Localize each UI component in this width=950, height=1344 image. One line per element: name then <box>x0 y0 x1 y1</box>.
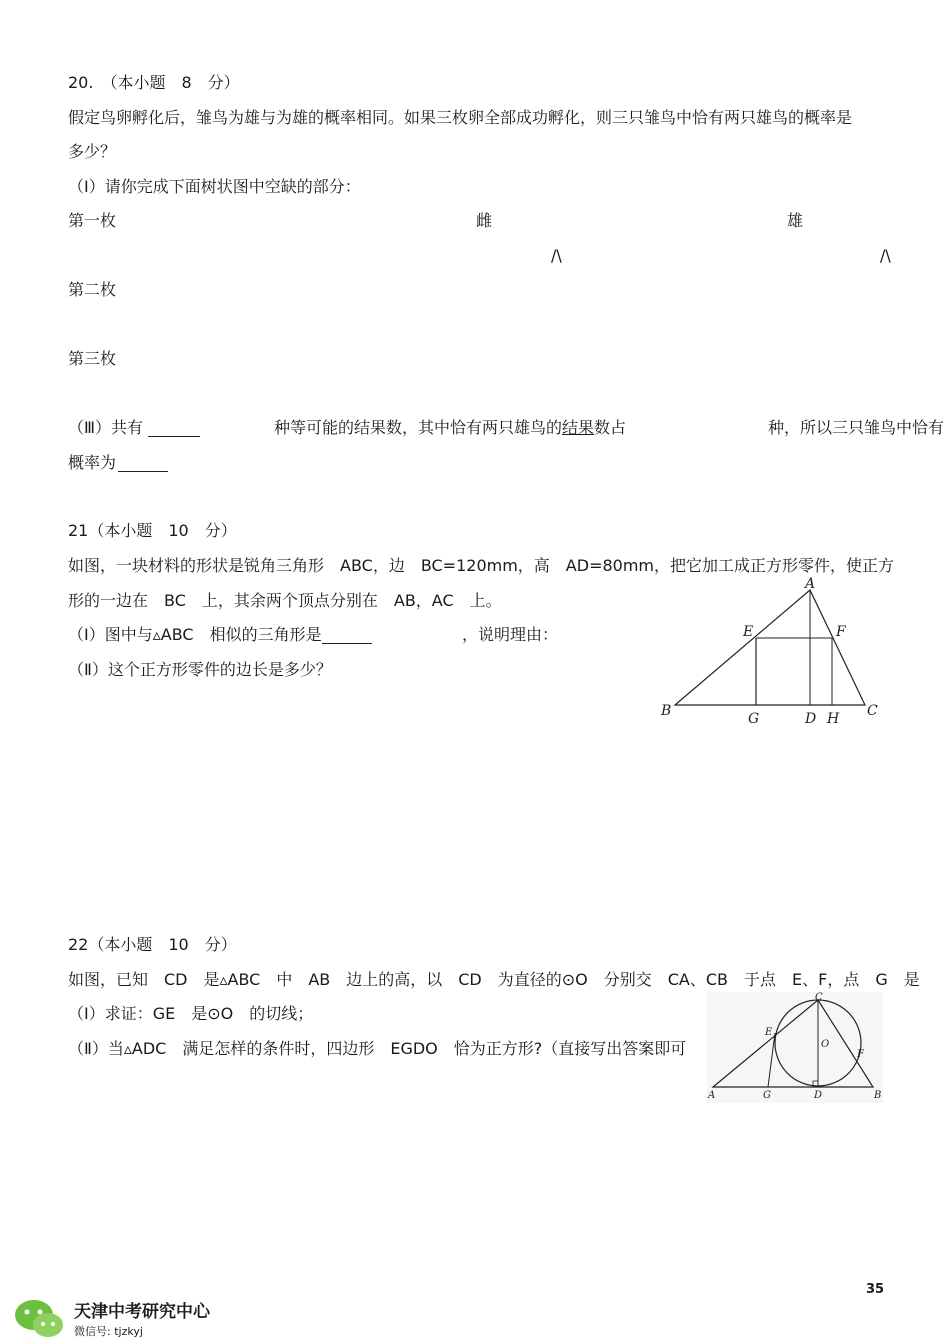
label-e2: E <box>765 1027 773 1038</box>
q20-header: 20. （本小题 8 分） <box>68 73 240 92</box>
answer-blank-total[interactable] <box>148 420 200 437</box>
q22-part1: （Ⅰ）求证：GE 是⊙O 的切线； <box>68 1004 314 1023</box>
q20-text-line2: 多少？ <box>68 142 117 161</box>
q20-part3-underlined: 结果 <box>562 418 595 437</box>
q22-part2: （Ⅱ）当▵ADC 满足怎样的条件时，四边形 EGDO 恰为正方形?（直接写出答案即可 <box>68 1039 687 1058</box>
circle-triangle-figure <box>705 990 885 1105</box>
q20-text-line1: 假定鸟卵孵化后，雏鸟为雄与为雄的概率相同。如果三枚卵全部成功孵化，则三只雏鸟中恰有两只雄鸟的概率是 <box>68 108 853 127</box>
tree-branch-left: /\ <box>551 246 562 265</box>
q20-probability-label: 概率为 <box>68 453 117 472</box>
label-a: A <box>805 576 816 592</box>
triangle-abc <box>675 590 865 705</box>
q21-header: 21（本小题 10 分） <box>68 521 237 540</box>
label-o: O <box>821 1039 830 1050</box>
tree-row1-label: 第一枚 <box>68 211 117 230</box>
label-d: D <box>805 711 817 727</box>
q20-part3-text-b: 种等可能的结果数，其中恰有两只雄鸟的 <box>274 418 563 437</box>
label-g: G <box>748 711 760 727</box>
label-e: E <box>743 624 754 640</box>
label-c2: C <box>815 992 823 1003</box>
label-b2: B <box>874 1090 882 1101</box>
q20-part1: （Ⅰ）请你完成下面树状图中空缺的部分： <box>68 177 361 196</box>
tree-row2-label: 第二枚 <box>68 280 117 299</box>
q20-part3-middle <box>274 418 626 438</box>
label-a2: A <box>708 1090 716 1101</box>
q20-part3-prefix: （Ⅲ）共有 <box>68 418 144 437</box>
tree-node-male: 雄 <box>787 211 804 230</box>
footer-title: 天津中考研究中心 <box>74 1302 210 1322</box>
tree-branch-right: /\ <box>880 246 891 265</box>
label-f: F <box>836 624 846 640</box>
page-number: 35 <box>866 1282 885 1297</box>
answer-blank-probability[interactable] <box>118 455 168 472</box>
q22-text-line1: 如图，已知 CD 是▵ABC 中 AB 边上的高，以 CD 为直径的⊙O 分别交 CA、CB 于点 E、F，点 G 是 <box>68 970 920 989</box>
q21-part2: （Ⅱ）这个正方形零件的边长是多少？ <box>68 660 332 679</box>
q21-part1: （Ⅰ）图中与▵ABC 相似的三角形是 <box>68 625 322 644</box>
footer-wechat-id: 微信号: tjzkyj <box>74 1325 143 1338</box>
q21-text-line1: 如图，一块材料的形状是锐角三角形 ABC，边 BC=120mm，高 AD=80mm，把它加工成正方形零件，使正方 <box>68 556 895 575</box>
q20-part3-text-d: 数占 <box>594 418 627 437</box>
label-b: B <box>661 703 672 719</box>
wechat-logo-icon <box>14 1298 66 1340</box>
tree-node-female: 雌 <box>476 211 493 230</box>
tree-row3-label: 第三枚 <box>68 349 117 368</box>
label-g2: G <box>763 1090 771 1101</box>
label-d2: D <box>814 1090 823 1101</box>
label-h: H <box>827 711 840 727</box>
q21-part1-reason: ，说明理由： <box>462 625 559 644</box>
q21-text-line2: 形的一边在 BC 上，其余两个顶点分别在 AB，AC 上。 <box>68 591 502 610</box>
triangle-square-figure <box>655 575 895 735</box>
q22-header: 22（本小题 10 分） <box>68 935 237 954</box>
q20-part3-suffix: 种，所以三只雏鸟中恰有 <box>768 418 945 437</box>
answer-blank-similar[interactable] <box>322 627 372 644</box>
label-c: C <box>867 703 878 719</box>
label-f2: F <box>857 1049 864 1060</box>
